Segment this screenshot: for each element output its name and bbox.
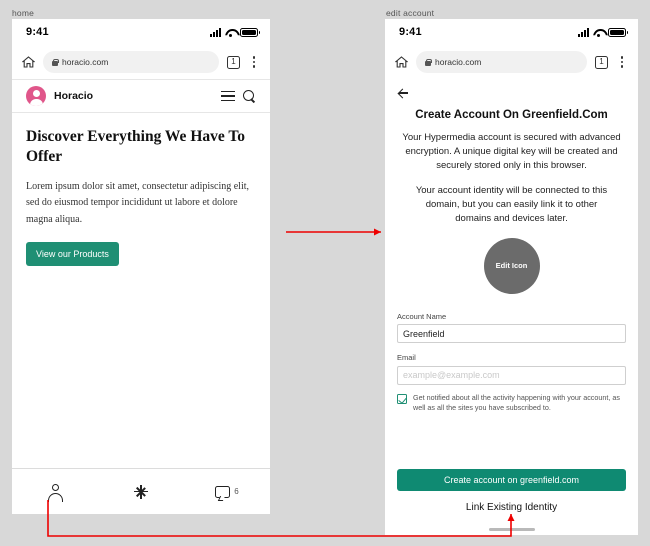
battery-full-icon (240, 28, 258, 37)
status-bar (12, 19, 270, 45)
security-description: Your Hypermedia account is secured with advanced encryption. A unique digital key will be created and securely stored only in this browser. (402, 132, 621, 171)
home-indicator (489, 528, 535, 531)
link-existing-identity-link[interactable]: Link Existing Identity (465, 502, 558, 513)
bottom-tab-bar (12, 468, 270, 514)
cellular-signal-icon (578, 28, 589, 37)
search-icon[interactable] (243, 90, 256, 103)
tab-count-button[interactable]: 1 (227, 56, 240, 69)
browser-toolbar (12, 45, 270, 79)
back-arrow-icon[interactable] (397, 87, 409, 99)
frame-label-edit-account: edit account (386, 8, 435, 18)
status-bar (385, 19, 638, 45)
account-name-label: Account Name (397, 311, 447, 321)
home-icon[interactable] (22, 56, 35, 68)
cellular-signal-icon (210, 28, 221, 37)
kebab-menu-icon[interactable] (248, 56, 260, 68)
phone-mockup-edit-account (385, 19, 638, 535)
field-account-name (385, 312, 638, 344)
address-bar-url: horacio.com (62, 57, 109, 67)
identity-description: Your account identity will be connected to this domain, but you can easily link it to other domains and devices later. (415, 185, 608, 224)
notifications-checkbox[interactable] (397, 394, 407, 404)
page-paragraph: Lorem ipsum dolor sit amet, consectetur adipiscing elit, sed do eiusmod tempor incididunt ut labore et dolore magna aliqua. (26, 180, 250, 225)
lock-icon (52, 59, 58, 66)
view-products-button[interactable]: View our Products (26, 242, 119, 266)
create-account-button[interactable]: Create account on greenfield.com (397, 469, 626, 491)
field-email (385, 353, 638, 385)
tab-profile[interactable] (12, 483, 98, 501)
site-header (12, 79, 270, 113)
hamburger-menu-icon[interactable] (221, 91, 235, 102)
address-bar-url: horacio.com (435, 57, 482, 67)
notifications-checkbox-row[interactable] (385, 393, 638, 413)
lock-icon (425, 59, 431, 66)
email-label: Email (397, 353, 416, 363)
create-account-title: Create Account On Greenfield.Com (415, 109, 608, 121)
browser-toolbar (385, 45, 638, 79)
avatar[interactable] (26, 86, 46, 106)
back-row (385, 79, 638, 107)
status-time: 9:41 (26, 26, 49, 38)
kebab-menu-icon[interactable] (616, 56, 628, 68)
edit-icon-label: Edit Icon (495, 261, 528, 271)
email-input[interactable] (397, 366, 626, 385)
wifi-icon (225, 28, 236, 37)
frame-label-home: home (12, 8, 35, 18)
phone-mockup-home (12, 19, 270, 514)
tab-comments[interactable] (184, 486, 270, 498)
edit-icon-button[interactable] (484, 238, 540, 294)
status-icons (578, 28, 626, 37)
account-name-input[interactable] (397, 324, 626, 343)
home-icon[interactable] (395, 56, 408, 68)
page-content (12, 113, 270, 266)
comment-bubble-icon (215, 486, 230, 498)
wifi-icon (593, 28, 604, 37)
person-icon (46, 483, 64, 501)
comment-count: 6 (234, 487, 239, 496)
edit-icon-wrapper (385, 238, 638, 294)
page-title: Discover Everything We Have To Offer (26, 128, 246, 165)
status-time: 9:41 (399, 26, 422, 38)
status-icons (210, 28, 258, 37)
address-bar[interactable] (416, 51, 587, 73)
tab-discover[interactable] (98, 485, 184, 499)
sparkle-icon (134, 485, 148, 499)
site-name: Horacio (54, 90, 94, 102)
tab-count-button[interactable]: 1 (595, 56, 608, 69)
battery-full-icon (608, 28, 626, 37)
notifications-checkbox-label: Get notified about all the activity happening with your account, as well as all the sites you have subscribed to. (413, 392, 620, 412)
address-bar[interactable] (43, 51, 219, 73)
